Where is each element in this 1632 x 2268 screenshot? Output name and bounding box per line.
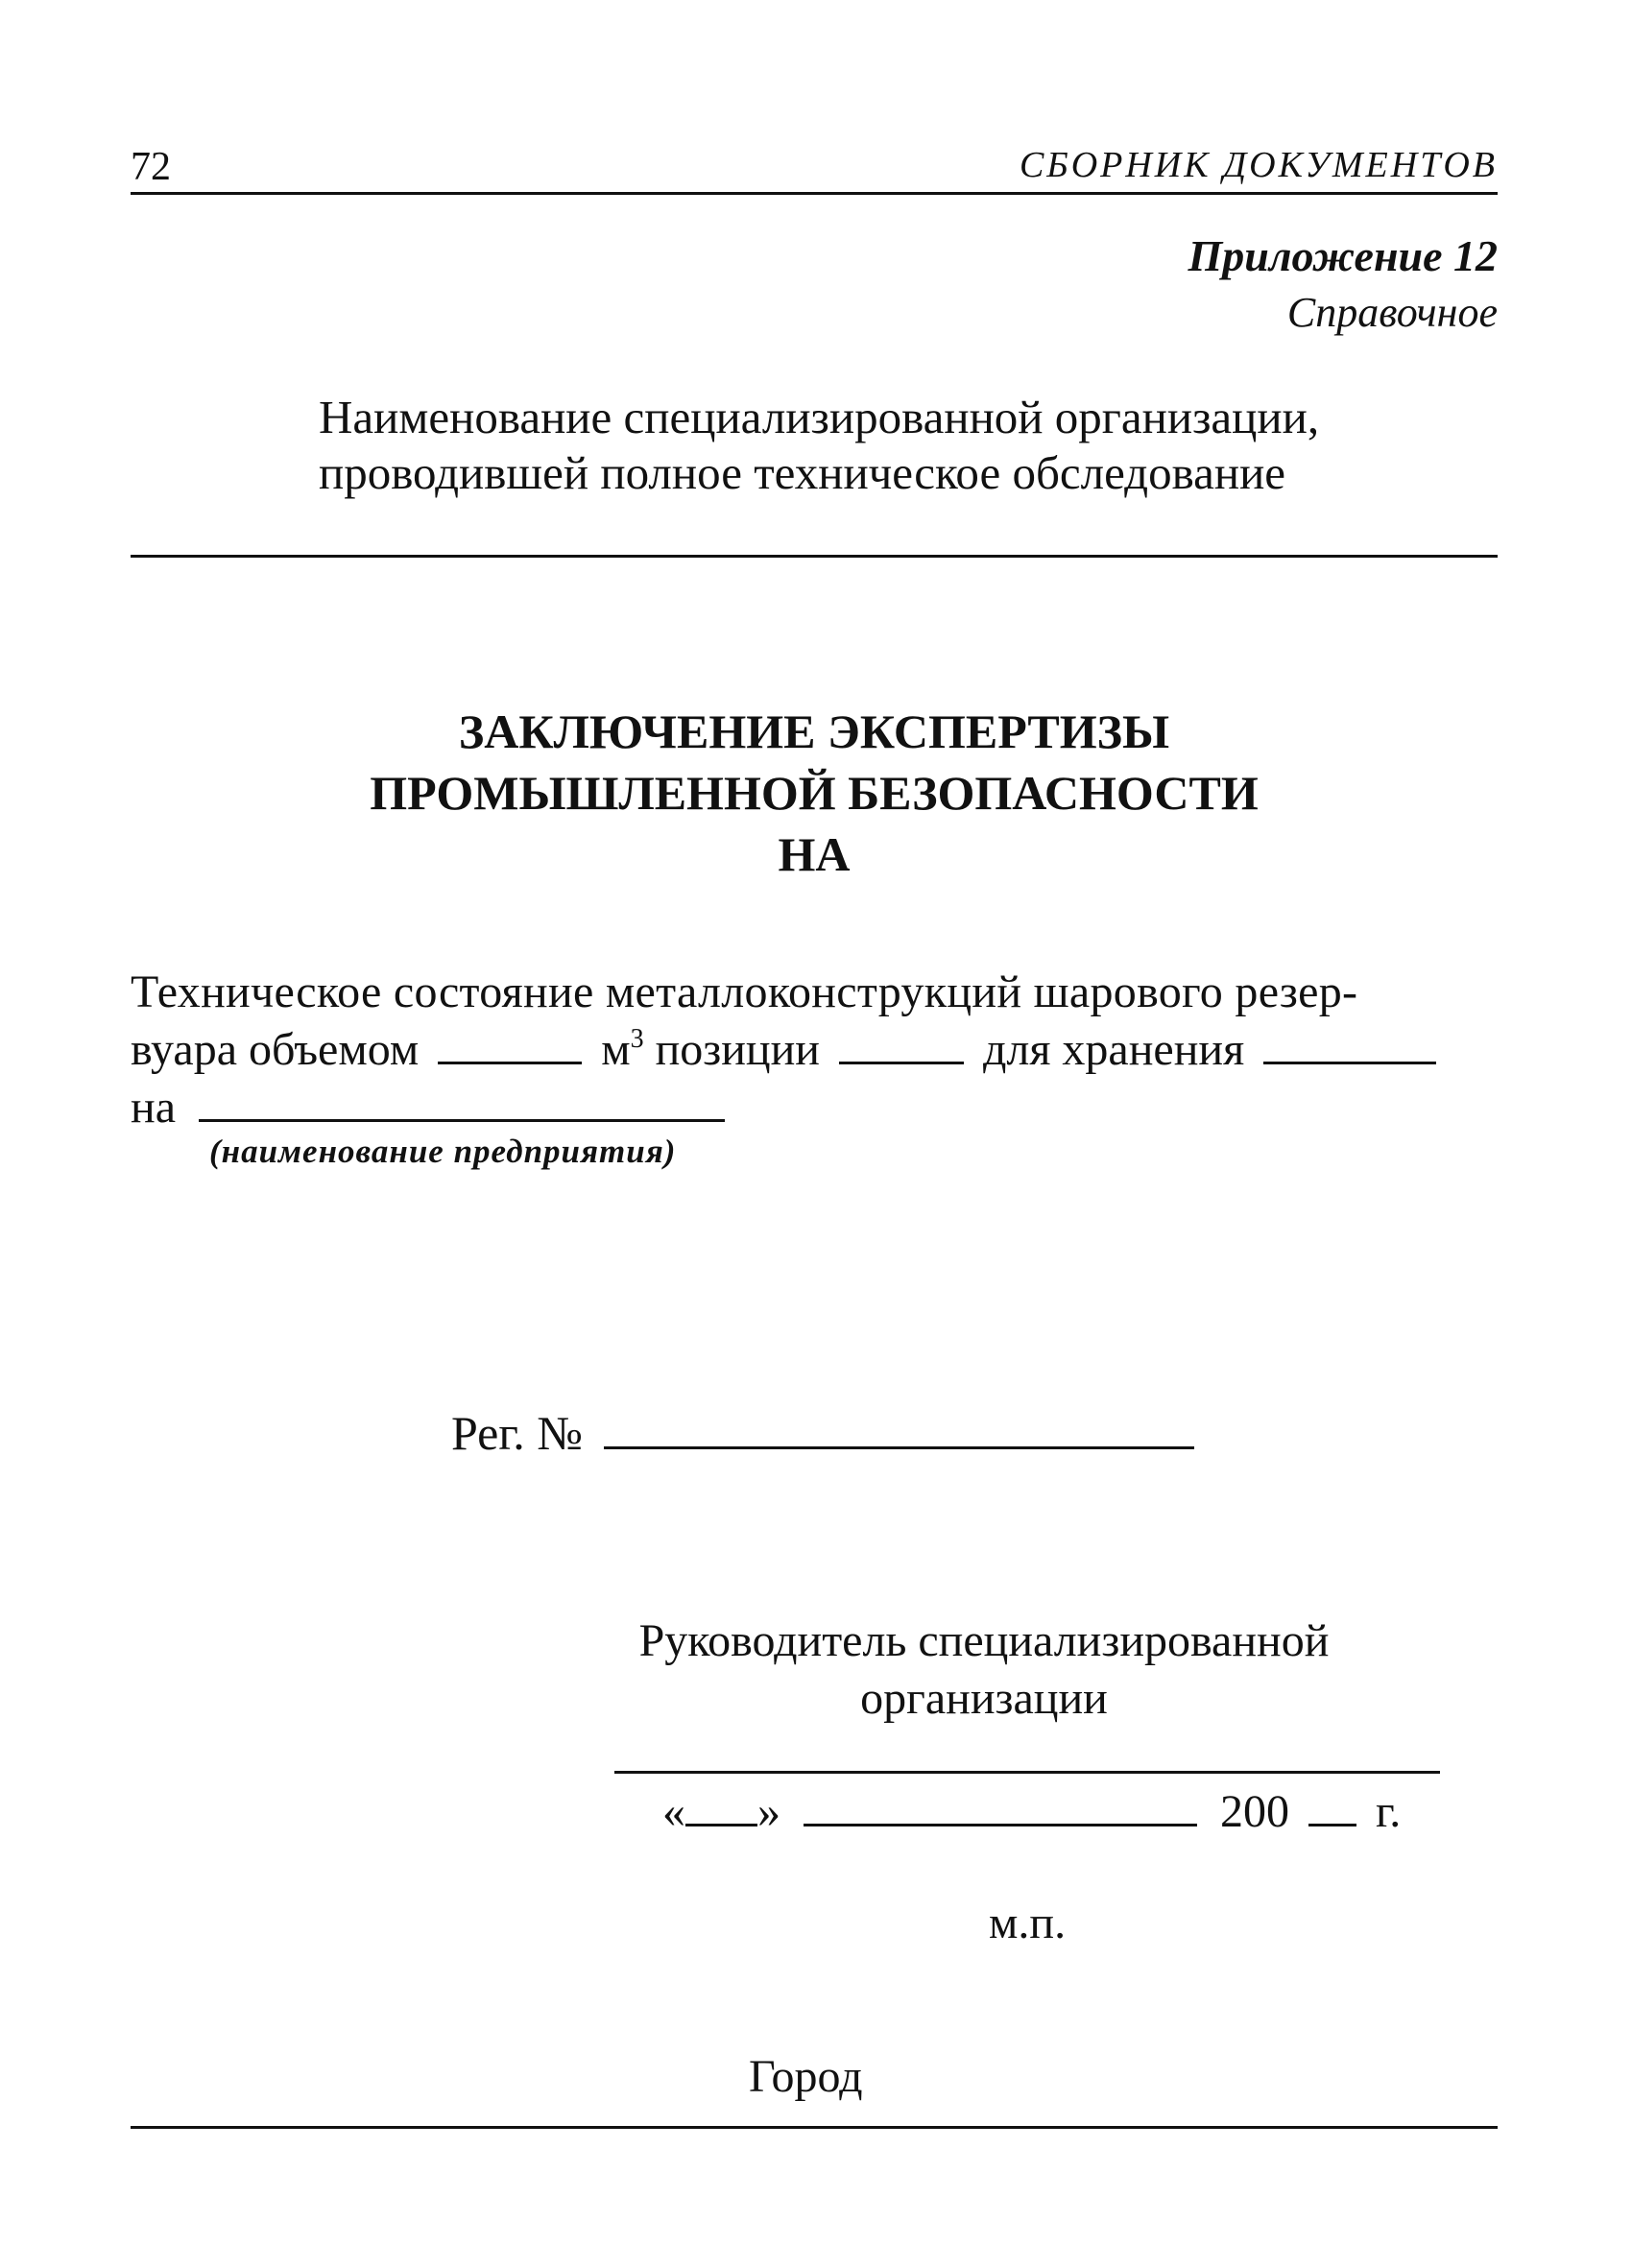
head-role-line-2: организации <box>860 1673 1108 1724</box>
year-blank <box>1308 1823 1356 1826</box>
body-line-1: Техническое состояние металлоконструкций шарового резер- <box>131 967 1358 1017</box>
head-role <box>614 1612 1354 1728</box>
organization-line-2: проводившей полное техническое обследование <box>319 446 1286 499</box>
position-label: позиции <box>655 1024 820 1075</box>
stamp-place-label: м.п. <box>989 1898 1067 1948</box>
head-role-line-1: Руководитель специализированной <box>638 1615 1330 1666</box>
unit-superscript: 3 <box>630 1024 644 1054</box>
quote-open: « <box>662 1786 685 1837</box>
enterprise-caption: (наименование предприятия) <box>209 1133 677 1170</box>
body-paragraph <box>131 964 1498 1136</box>
footer-rule <box>131 2126 1498 2129</box>
volume-blank <box>438 1061 582 1064</box>
date-row <box>662 1785 1401 1838</box>
unit-label: м <box>601 1024 631 1075</box>
appendix-type: Справочное <box>1286 289 1498 336</box>
appendix-label: Приложение 12 <box>1188 231 1498 280</box>
month-blank <box>804 1823 1197 1826</box>
signature-line <box>614 1771 1440 1774</box>
body-line-3 <box>131 1079 1498 1136</box>
running-title: СБОРНИК ДОКУМЕНТОВ <box>1019 145 1498 185</box>
quote-close: » <box>757 1786 780 1837</box>
organization-blank-line <box>131 555 1498 558</box>
enterprise-prefix: на <box>131 1082 176 1133</box>
volume-label: вуара объемом <box>131 1024 420 1075</box>
position-blank <box>839 1061 964 1064</box>
title-line-2: ПРОМЫШЛЕННОЙ БЕЗОПАСНОСТИ <box>370 766 1259 820</box>
storage-label: для хранения <box>982 1024 1245 1075</box>
page-number: 72 <box>131 145 171 189</box>
title-line-1: ЗАКЛЮЧЕНИЕ ЭКСПЕРТИЗЫ <box>458 704 1170 758</box>
year-prefix: 200 <box>1220 1786 1289 1837</box>
body-line-2 <box>131 1021 1498 1079</box>
registration-label: Рег. № <box>451 1406 583 1460</box>
city-label: Город <box>749 2051 863 2102</box>
storage-blank <box>1263 1061 1436 1064</box>
registration-blank <box>604 1445 1194 1449</box>
header-rule <box>131 192 1498 195</box>
title-line-3: НА <box>778 827 851 881</box>
day-blank <box>685 1823 757 1826</box>
registration-row <box>451 1405 1194 1461</box>
organization-name-prompt <box>319 390 1319 501</box>
document-title <box>131 701 1498 885</box>
year-suffix: г. <box>1376 1786 1402 1837</box>
enterprise-blank <box>199 1118 725 1122</box>
organization-line-1: Наименование специализированной организации, <box>319 391 1320 443</box>
